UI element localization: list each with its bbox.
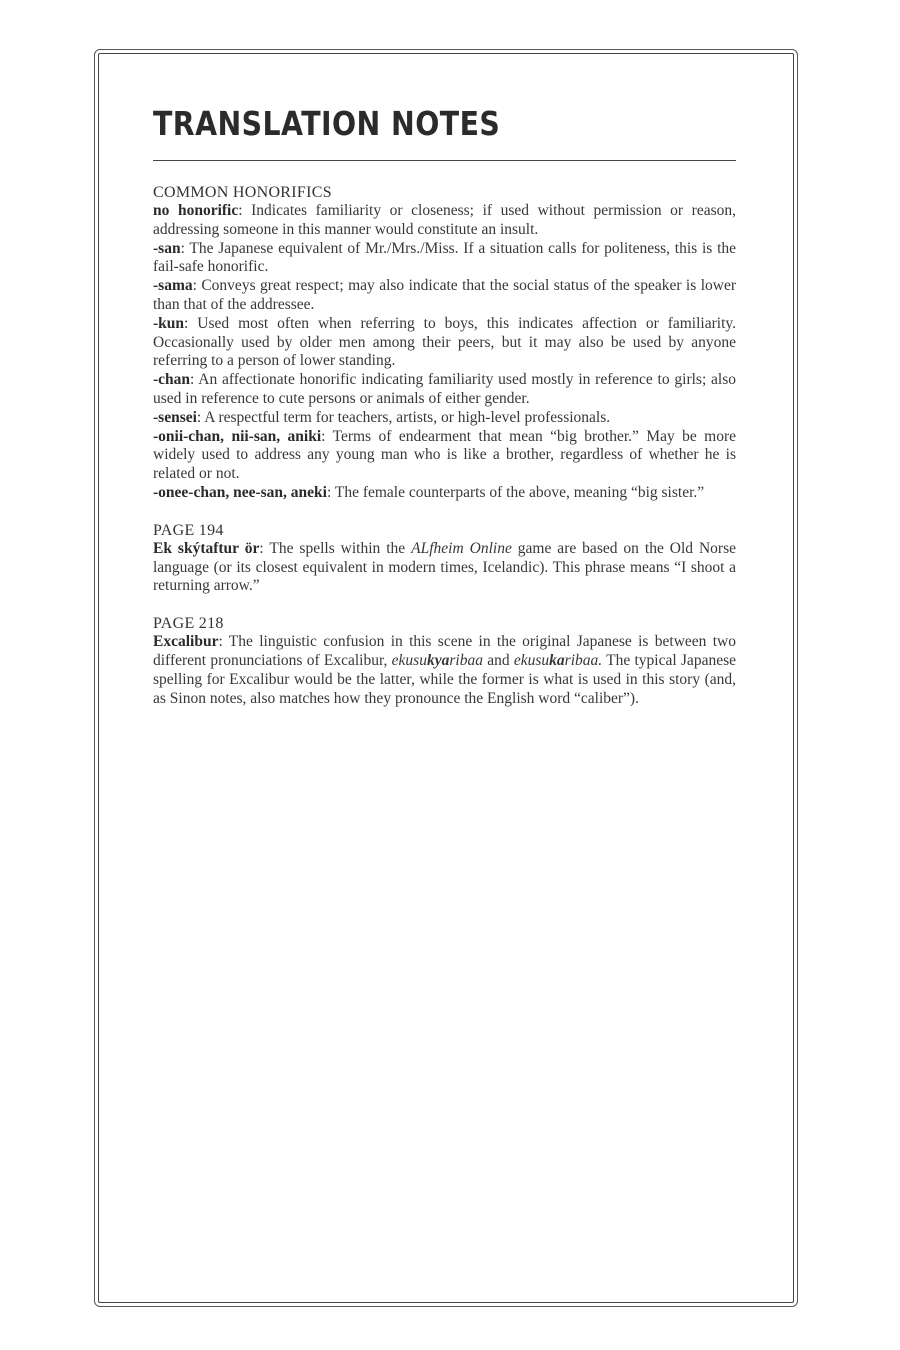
entry-text: game are based on the Old Norse language (or its closest equivalent in modern times, Icelandic). This phrase means “I shoot a returning arrow.” (153, 539, 737, 595)
honorific-entry (153, 240, 736, 278)
entry-text: : The spells within the (259, 539, 412, 557)
entry-text: : The linguistic confusion in this scene in the original Japanese is between two different pronunciations of Excalibur, (153, 633, 736, 669)
entry-term: Ek skýtaftur ör (153, 539, 260, 557)
section-heading: COMMON HONORIFICS (153, 184, 332, 201)
honorific-entry (153, 484, 736, 503)
section-heading: PAGE 218 (153, 615, 224, 633)
pronunciation-part: ekusu (391, 651, 427, 669)
entry-text: : Indicates familiarity or closeness; if used without permission or reason, addressing someone in this manner would constitute an insult. (153, 202, 736, 238)
title-divider (153, 160, 736, 161)
section-page-194 (153, 521, 736, 596)
honorific-entry (153, 428, 736, 484)
page-title: TRANSLATION NOTES (153, 104, 501, 143)
honorific-entry (153, 409, 736, 428)
pronunciation-emphasis: ka (549, 651, 565, 669)
entry-term: no honorific (153, 202, 239, 219)
pronunciation-emphasis: kya (426, 651, 450, 669)
pronunciation-part: ribaa. (564, 651, 603, 669)
entry-text: : Terms of endearment that mean “big brother.” May be more widely used to address any young man who is like a brother, regardless of whether he is related or not. (153, 427, 736, 483)
page-content (153, 100, 736, 726)
honorific-entry (153, 315, 736, 371)
section-heading: PAGE 194 (153, 521, 224, 539)
entry-term: -kun (153, 314, 185, 332)
pronunciation-part: ribaa (449, 651, 483, 669)
entry-text: The typical Japanese spelling for Excalibur would be the latter, while the former is what is used in this story (and, as Sinon notes, also matches how they pronounce the English word “caliber”). (153, 651, 736, 707)
entry-text: and (482, 651, 514, 669)
entry-text: : The Japanese equivalent of Mr./Mrs./Miss. If a situation calls for politeness, this is the fail-safe honorific. (153, 239, 736, 276)
section-page-218 (153, 614, 736, 708)
note-entry (153, 540, 736, 596)
entry-text: : The female counterparts of the above, meaning “big sister.” (326, 483, 705, 501)
entry-term: -sensei (153, 408, 197, 426)
pronunciation-part: ekusu (513, 651, 550, 669)
entry-text: : An affectionate honorific indicating familiarity used mostly in reference to girls; also used in reference to cute persons or animals of either gender. (153, 371, 736, 407)
entry-text: : Conveys great respect; may also indicate that the social status of the speaker is lower than that of the addressee. (153, 277, 736, 313)
entry-text: : A respectful term for teachers, artists, or high-level professionals. (196, 408, 611, 426)
honorific-entry (153, 277, 736, 315)
entry-text: : Used most often when referring to boys, this indicates affection or familiarity. Occasionally used by older men among their peers, but it may also be used by anyone referring to a person of lower standing. (153, 314, 736, 370)
entry-term: Excalibur (153, 633, 219, 651)
game-title: ALfheim Online (411, 539, 512, 557)
honorific-entry (153, 202, 736, 240)
entry-term: -onee-chan, nee-san, aneki (153, 483, 327, 501)
entry-term: -sama (153, 277, 193, 295)
entry-term: -chan (153, 371, 191, 389)
section-honorifics (153, 183, 736, 503)
honorific-entry (153, 371, 736, 409)
entry-term: -onii-chan, nii-san, aniki (153, 427, 322, 445)
entry-term: -san (153, 239, 181, 257)
note-entry (153, 633, 736, 708)
